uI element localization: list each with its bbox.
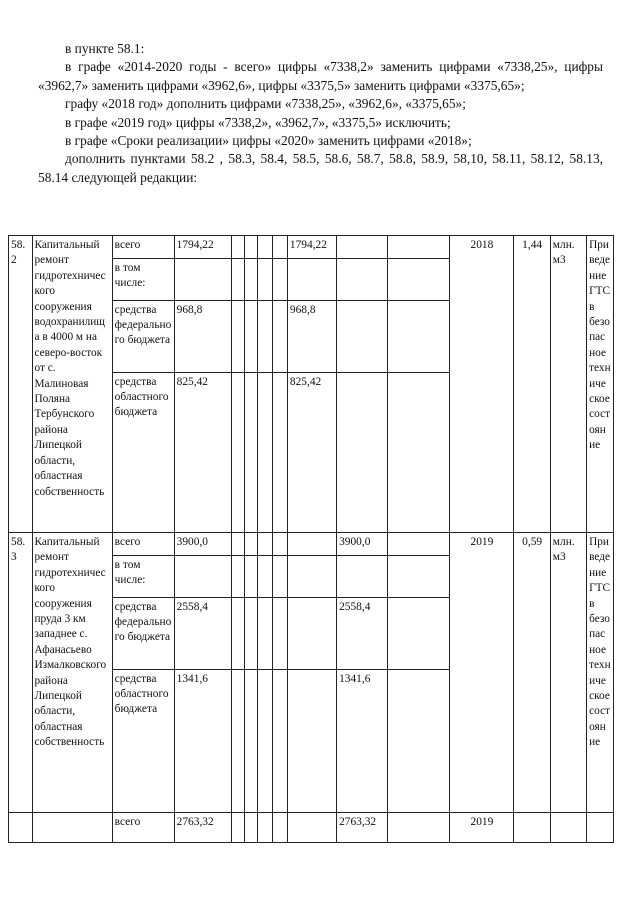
completion-year: 2019 <box>450 813 514 843</box>
total-amount: 1341,6 <box>174 670 232 813</box>
completion-year: 2018 <box>450 236 514 533</box>
amendment-text <box>38 40 603 187</box>
capacity-unit: млн. м3 <box>550 533 586 813</box>
paragraph: в пункте 58.1: <box>65 41 145 56</box>
result-note: Приведение ГТС в безопасное техническое состояние <box>587 236 614 533</box>
paragraph: дополнить пунктами 58.2 , 58.3, 58.4, 58.5, 58.6, 58.7, 58.8, 58.9, 58,10, 58.11, 58.12, 58.13, 58.14 следующей редакции: <box>38 151 603 185</box>
amount-2019 <box>337 373 388 533</box>
total-amount: 1794,22 <box>174 236 232 259</box>
table-row <box>9 236 614 259</box>
object-name <box>32 813 112 843</box>
table-row <box>9 813 614 843</box>
funding-label: средства федерального бюджета <box>112 301 174 373</box>
program-table <box>8 235 614 843</box>
table-row <box>9 533 614 556</box>
row-number: 58.2 <box>9 236 33 533</box>
amount-2019: 2558,4 <box>337 598 388 670</box>
amount-2018 <box>287 533 336 556</box>
total-amount: 825,42 <box>174 373 232 533</box>
amount-2019: 3900,0 <box>337 533 388 556</box>
funding-label: всего <box>112 533 174 556</box>
capacity-value <box>514 813 550 843</box>
total-amount: 2763,32 <box>174 813 232 843</box>
row-number <box>9 813 33 843</box>
amount-2018 <box>287 598 336 670</box>
amount-2018: 968,8 <box>287 301 336 373</box>
amount-2019 <box>337 301 388 373</box>
funding-label: средства федерального бюджета <box>112 598 174 670</box>
amount-2018: 825,42 <box>287 373 336 533</box>
funding-label: в том числе: <box>112 259 174 301</box>
paragraph: в графе «2014-2020 годы - всего» цифры «7338,2» заменить цифрами «7338,25», цифры «3962,7» заменить цифрами «3962,6», цифры «3375,5» заменить цифрами «3375,65»; <box>38 59 603 93</box>
total-amount: 968,8 <box>174 301 232 373</box>
capacity-unit: млн. м3 <box>550 236 586 533</box>
amount-2019: 1341,6 <box>337 670 388 813</box>
total-amount: 2558,4 <box>174 598 232 670</box>
funding-label: средства областного бюджета <box>112 670 174 813</box>
capacity-unit <box>550 813 586 843</box>
row-number: 58.3 <box>9 533 33 813</box>
amount-2018: 1794,22 <box>287 236 336 259</box>
total-amount: 3900,0 <box>174 533 232 556</box>
paragraph: в графе «Сроки реализации» цифры «2020» заменить цифрами «2018»; <box>65 133 472 149</box>
result-note: Приведение ГТС в безопасное техническое состояние <box>587 533 614 813</box>
funding-label: в том числе: <box>112 556 174 598</box>
amount-2018 <box>287 813 336 843</box>
paragraph: графу «2018 год» дополнить цифрами «7338,25», «3962,6», «3375,65»; <box>65 96 466 112</box>
amount-2019: 2763,32 <box>337 813 388 843</box>
funding-label: средства областного бюджета <box>112 373 174 533</box>
funding-label: всего <box>112 813 174 843</box>
object-name: Капитальный ремонт гидротехнического сооружения пруда 3 км западнее с. Афанасьево Измалковского района Липецкой области, областная собственность <box>32 533 112 813</box>
object-name: Капитальный ремонт гидротехнического сооружения водохранилища в 4000 м на северо-восток от с. Малиновая Поляна Тербунского района Липецкой области, областная собственность <box>32 236 112 533</box>
funding-label: всего <box>112 236 174 259</box>
capacity-value: 1,44 <box>514 236 550 533</box>
capacity-value: 0,59 <box>514 533 550 813</box>
completion-year: 2019 <box>450 533 514 813</box>
amount-2019 <box>337 236 388 259</box>
amount-2018 <box>287 670 336 813</box>
result-note <box>587 813 614 843</box>
paragraph: в графе «2019 год» цифры «7338,2», «3962,7», «3375,5» исключить; <box>65 114 451 130</box>
